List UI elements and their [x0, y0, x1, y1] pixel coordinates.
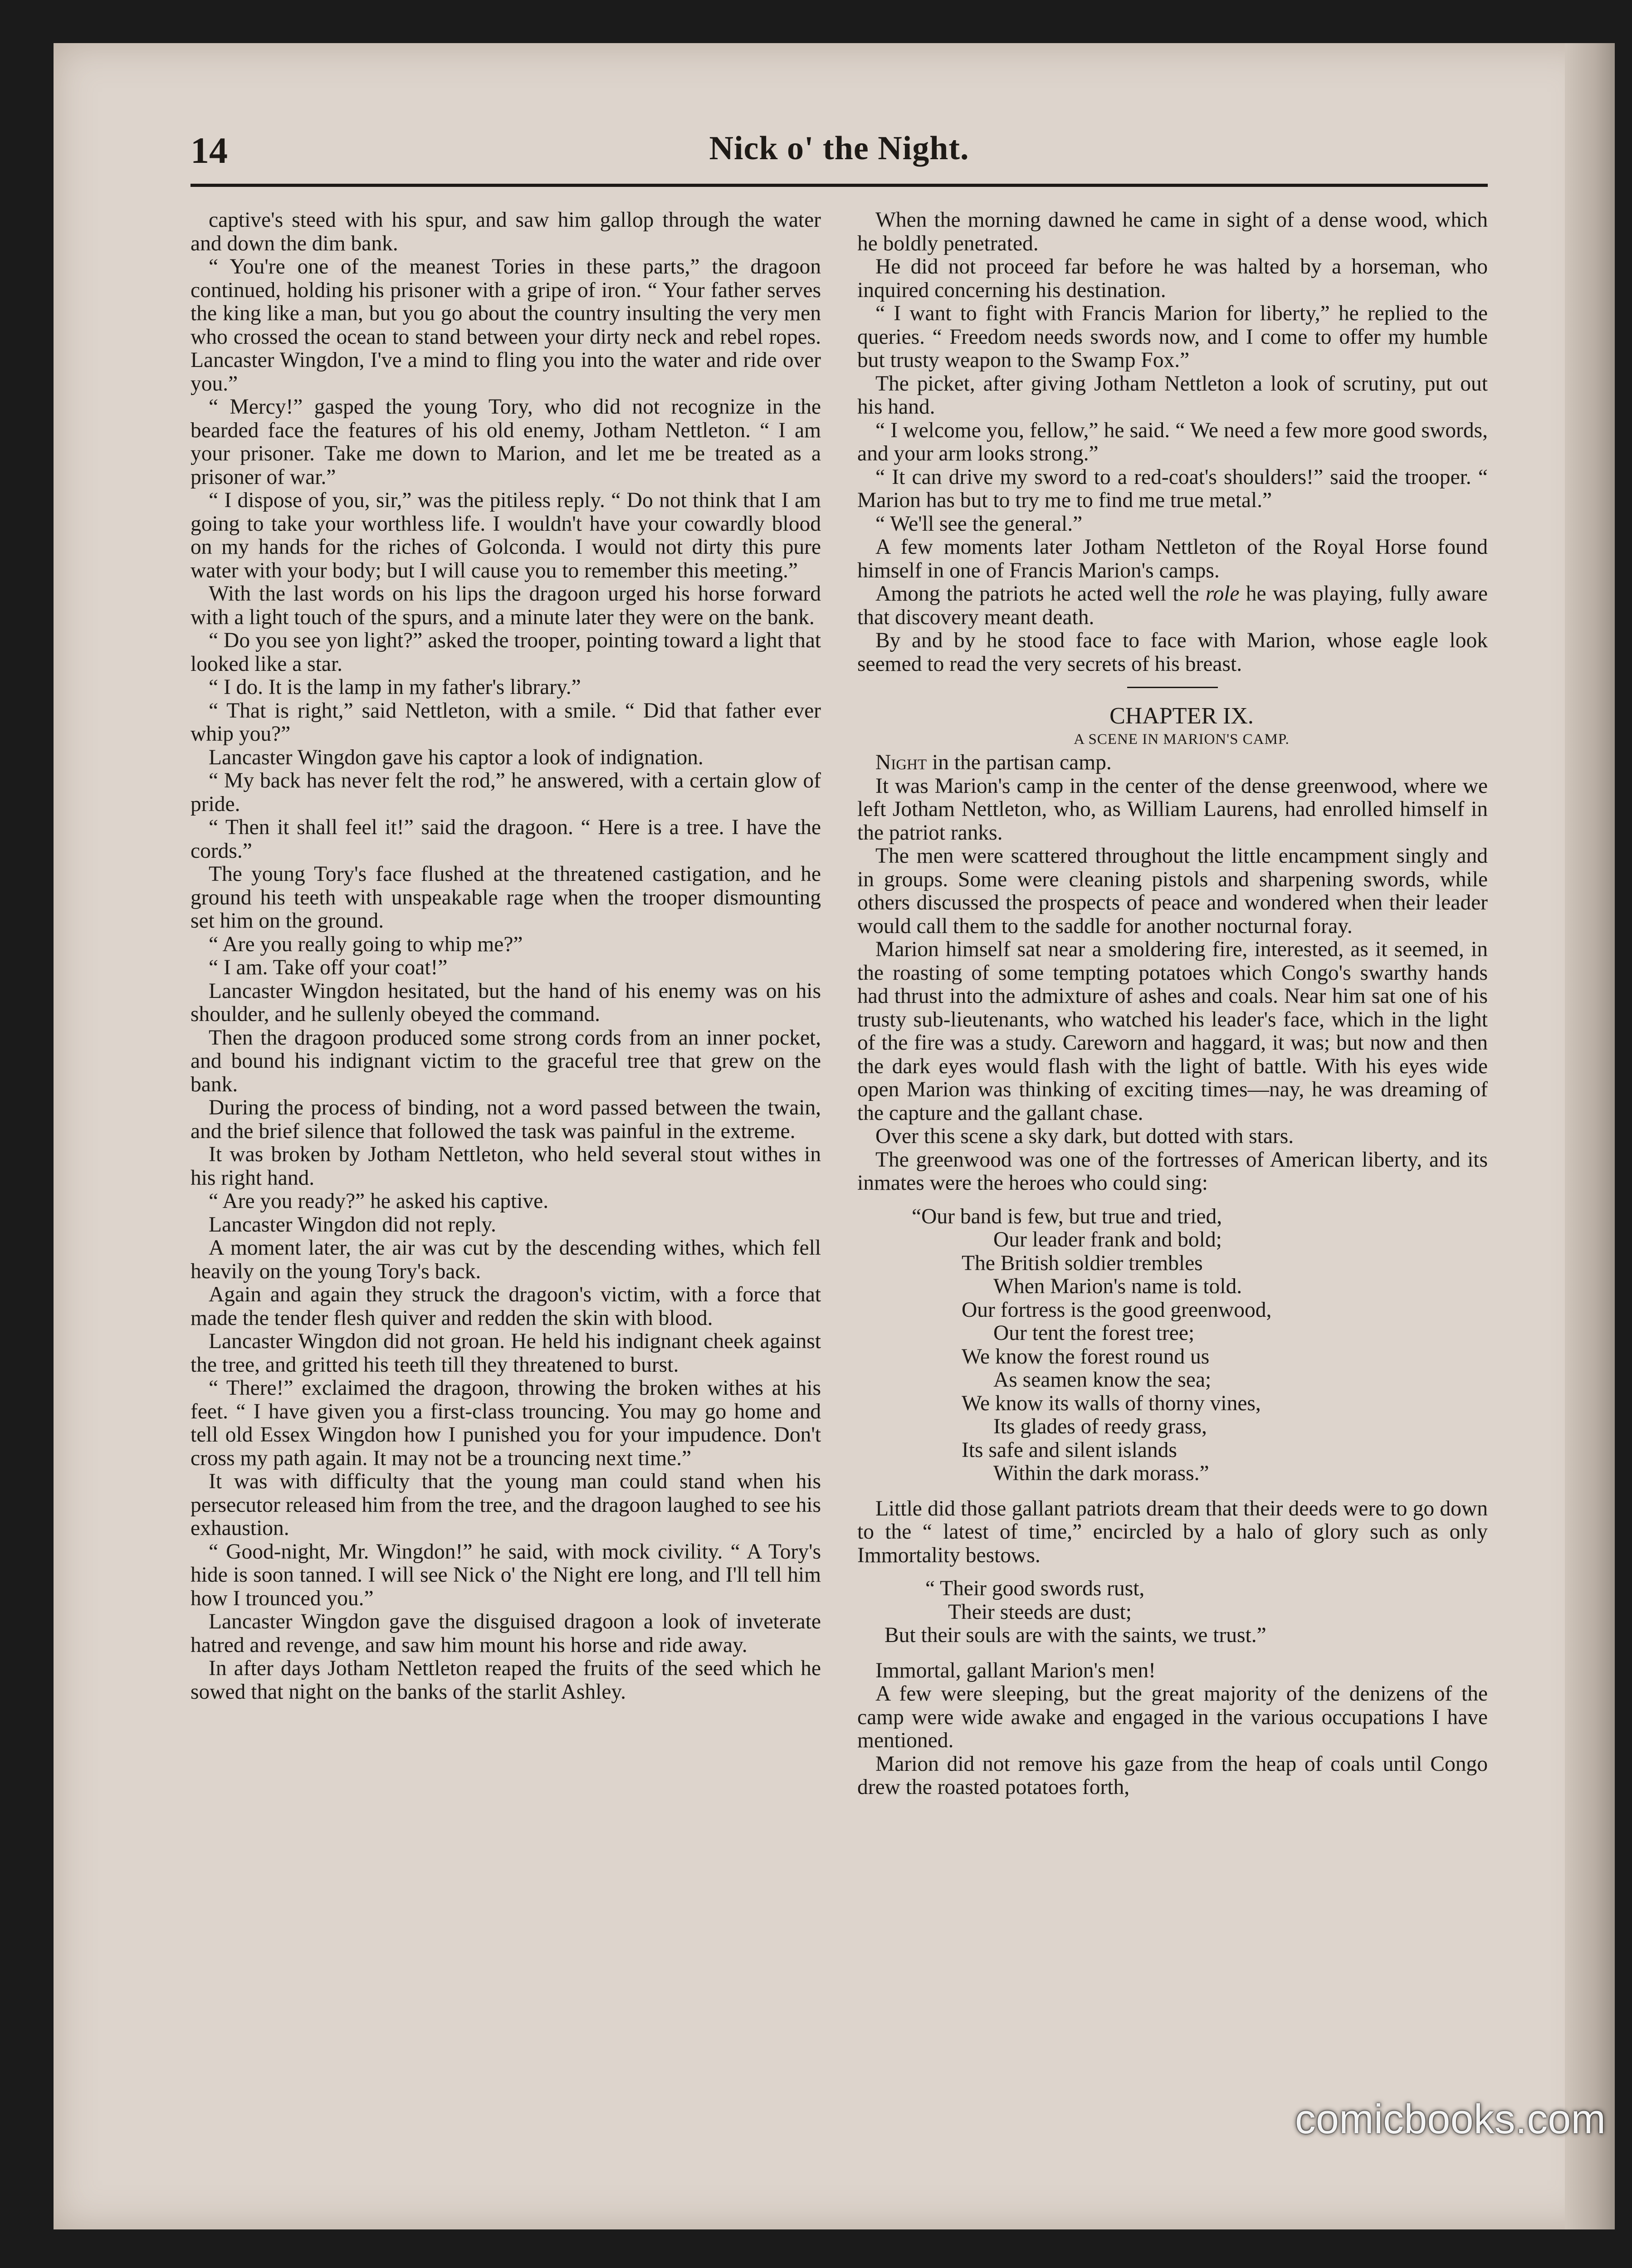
paragraph: It was with difficulty that the young man could stand when his persecutor released him from the tree, and the dragoon laughed to see his exhaustion.	[191, 1470, 821, 1540]
paragraph: A few moments later Jotham Nettleton of the Royal Horse found himself in one of Francis Marion's camps.	[857, 535, 1488, 582]
verse-line: “Our band is few, but true and tried,	[912, 1204, 1222, 1228]
right-column-breast	[857, 629, 1488, 676]
verse-line: Within the dark morass.”	[993, 1461, 1209, 1485]
paragraph: “ Do you see yon light?” asked the trooper, pointing toward a light that looked like a star.	[191, 629, 821, 676]
verse-line: We know the forest round us	[962, 1344, 1210, 1369]
right-column-opening	[857, 209, 1488, 582]
paragraph: “ My back has never felt the rod,” he answered, with a certain glow of pride.	[191, 769, 821, 816]
paragraph: He did not proceed far before he was halted by a horseman, who inquired concerning his destination.	[857, 255, 1488, 302]
paragraph: With the last words on his lips the dragoon urged his horse forward with a light touch of the spurs, and a minute later they were on the bank.	[191, 582, 821, 629]
song-verse	[857, 1205, 1488, 1486]
paragraph: Lancaster Wingdon did not groan. He held his indignant cheek against the tree, and gritted his teeth till they threatened to burst.	[191, 1330, 821, 1377]
italic-role: role	[1205, 582, 1240, 606]
section-divider	[1127, 687, 1218, 688]
paragraph: Immortal, gallant Marion's men!	[875, 1658, 1156, 1682]
closing-paragraphs	[857, 1659, 1488, 1799]
paragraph: “ There!” exclaimed the dragoon, throwing the broken withes at his feet. “ I have given you a first-class trouncing. You may go home and tell old Essex Wingdon how I punished you for your impudence. Don't cross my path again. It may not be a trouncing next time.”	[191, 1376, 821, 1470]
paragraph: “ Are you really going to whip me?”	[209, 932, 523, 956]
page-spine	[1565, 43, 1615, 2229]
verse-line: Our leader frank and bold;	[993, 1228, 1222, 1251]
paragraph: During the process of binding, not a word passed between the twain, and the brief silence that followed the task was painful in the extreme.	[191, 1096, 821, 1143]
paragraph: The men were scattered throughout the little encampment singly and in groups. Some were cleaning pistols and sharpening swords, while others discussed the prospects of peace and wondered when their leader would call them to the saddle for another nocturnal foray.	[857, 844, 1488, 938]
verse-line: Our tent the forest tree;	[993, 1321, 1195, 1345]
header-rule	[191, 184, 1488, 187]
paragraph: The picket, after giving Jotham Nettleton a look of scrutiny, put out his hand.	[857, 371, 1488, 419]
verse-line: Its safe and silent islands	[962, 1438, 1177, 1462]
right-column	[857, 209, 1488, 1799]
verse-line: We know its walls of thorny vines,	[962, 1391, 1261, 1415]
paragraph: Marion did not remove his gaze from the heap of coals until Congo drew the roasted potatoes forth,	[857, 1752, 1488, 1799]
paragraph: It was Marion's camp in the center of the dense greenwood, where we left Jotham Nettleton, who, as William Laurens, had enrolled himself in the patriot ranks.	[857, 774, 1488, 845]
paragraph: In after days Jotham Nettleton reaped the fruits of the seed which he sowed that night on the banks of the starlit Ashley.	[191, 1657, 821, 1704]
site-watermark: comicbooks.com	[1295, 2096, 1606, 2142]
chapter-body	[857, 775, 1488, 1195]
paragraph: It was broken by Jotham Nettleton, who held several stout withes in his right hand.	[191, 1143, 821, 1190]
paragraph: The greenwood was one of the fortresses of American liberty, and its inmates were the heroes who could sing:	[857, 1148, 1488, 1195]
small-caps-lead: Night	[875, 751, 927, 774]
chapter-title: CHAPTER IX.	[1109, 703, 1254, 729]
paragraph: captive's steed with his spur, and saw him gallop through the water and down the dim bank.	[191, 208, 821, 255]
paragraph: “ That is right,” said Nettleton, with a smile. “ Did that father ever whip you?”	[191, 699, 821, 746]
paragraph: A moment later, the air was cut by the descending withes, which fell heavily on the young Tory's back.	[191, 1236, 821, 1283]
page-number: 14	[191, 130, 228, 171]
paragraph: “ Mercy!” gasped the young Tory, who did not recognize in the bearded face the features of his old enemy, Jotham Nettleton. “ I am your prisoner. Take me down to Marion, and let me be treated as a prisoner of war.”	[191, 395, 821, 489]
verse-line: The British soldier trembles	[962, 1251, 1203, 1275]
left-column	[191, 209, 821, 1704]
page-header	[191, 129, 1488, 179]
verse-line: Their steeds are dust;	[948, 1600, 1132, 1624]
after-verse-paragraph: Little did those gallant patriots dream that their deeds were to go down to the “ latest of time,” encircled by a halo of glory such as only Immortality bestows.	[857, 1496, 1488, 1567]
paragraph: By and by he stood face to face with Marion, whose eagle look seemed to read the very secrets of his breast.	[857, 629, 1488, 676]
paragraph: “ It can drive my sword to a red-coat's shoulders!” said the trooper. “ Marion has but to try me to find me true metal.”	[857, 465, 1488, 512]
paragraph: Again and again they struck the dragoon's victim, with a force that made the tender flesh quiver and redden the skin with blood.	[191, 1283, 821, 1330]
verse-line: When Marion's name is told.	[993, 1275, 1242, 1298]
paragraph: Marion himself sat near a smoldering fire, interested, as it seemed, in the roasting of some tempting potatoes which Congo's swarthy hands had thrust into the admixture of ashes and coals. Near him sat one of his trusty sub-lieutenants, who watched his leader's face, which in the light of the fire was a study. Careworn and haggard, it was; but now and then the dark eyes would flash with the light of battle. With his eyes wide open Marion was thinking of exciting times—nay, he was dreaming of the capture and the gallant chase.	[857, 938, 1488, 1125]
paragraph: Then the dragoon produced some strong cords from an inner pocket, and bound his indignant victim to the graceful tree that grew on the bank.	[191, 1026, 821, 1096]
paragraph: “ I want to fight with Francis Marion for liberty,” he replied to the queries. “ Freedom needs swords now, and I come to offer my humble but trusty weapon to the Swamp Fox.”	[857, 302, 1488, 372]
verse-line: But their souls are with the saints, we trust.”	[884, 1623, 1266, 1647]
paragraph: A few were sleeping, but the great majority of the denizens of the camp were wide awake and engaged in the various occupations I have mentioned.	[857, 1682, 1488, 1752]
paragraph: “ Good-night, Mr. Wingdon!” he said, with mock civility. “ A Tory's hide is soon tanned. I will see Nick o' the Night ere long, and I'll tell him how I trounced you.”	[191, 1540, 821, 1610]
paragraph: “ Are you ready?” he asked his captive.	[209, 1189, 549, 1213]
running-title: Nick o' the Night.	[709, 130, 969, 167]
paragraph: Lancaster Wingdon gave the disguised dragoon a look of inveterate hatred and revenge, and saw him mount his horse and ride away.	[191, 1610, 821, 1657]
verse-line: “ Their good swords rust,	[925, 1577, 1145, 1600]
paragraph: Over this scene a sky dark, but dotted with stars.	[875, 1124, 1294, 1148]
paragraph: “ We'll see the general.”	[875, 512, 1083, 536]
short-verse	[857, 1577, 1488, 1647]
paragraph: “ You're one of the meanest Tories in these parts,” the dragoon continued, holding his prisoner with a gripe of iron. “ Your father serves the king like a man, but you go about the country insulting the very men who crossed the ocean to stand between your dirty neck and rebel ropes. Lancaster Wingdon, I've a mind to fling you into the water and ride over you.”	[191, 255, 821, 396]
role-paragraph: Among the patriots he acted well the role he was playing, fully aware that discovery meant death.	[857, 582, 1488, 629]
paragraph: “ I dispose of you, sir,” was the pitiless reply. “ Do not think that I am going to take your worthless life. I wouldn't have your cowardly blood on my hands for the riches of Golconda. I would not dirty this pure water with your body; but I will cause you to remember this meeting.”	[191, 489, 821, 582]
paragraph: Lancaster Wingdon gave his captor a look of indignation.	[209, 745, 704, 769]
paragraph: “ Then it shall feel it!” said the dragoon. “ Here is a tree. I have the cords.”	[191, 816, 821, 863]
paragraph: “ I welcome you, fellow,” he said. “ We need a few more good swords, and your arm looks strong.”	[857, 418, 1488, 465]
paragraph: Lancaster Wingdon hesitated, but the hand of his enemy was on his shoulder, and he sullenly obeyed the command.	[191, 979, 821, 1026]
paragraph: “ I am. Take off your coat!”	[209, 956, 448, 979]
paragraph: “ I do. It is the lamp in my father's library.”	[209, 675, 581, 699]
paragraph: Lancaster Wingdon did not reply.	[209, 1212, 496, 1237]
verse-line: Our fortress is the good greenwood,	[962, 1298, 1272, 1322]
chapter-subtitle: A SCENE IN MARION'S CAMP.	[1074, 731, 1290, 748]
verse-line: Its glades of reedy grass,	[993, 1415, 1207, 1438]
paragraph: The young Tory's face flushed at the threatened castigation, and he ground his teeth with unspeakable rage when the trooper dismounting set him on the ground.	[191, 862, 821, 933]
verse-line: As seamen know the sea;	[993, 1368, 1212, 1392]
chapter-opening: Night in the partisan camp.	[875, 751, 1112, 774]
paragraph: When the morning dawned he came in sight of a dense wood, which he boldly penetrated.	[857, 208, 1488, 255]
